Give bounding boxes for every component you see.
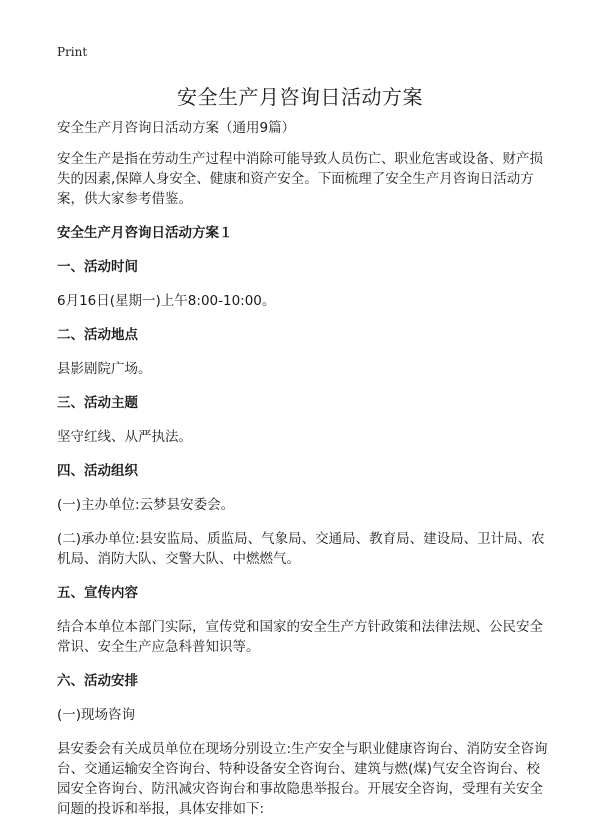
organizer-text: (一)主办单位:云梦县安委会。: [57, 497, 235, 513]
heading-activity-theme: 三、活动主题: [57, 395, 138, 411]
document-subtitle: 安全生产月咨询日活动方案（通用9篇）: [57, 120, 296, 136]
heading-publicity-content: 五、宣传内容: [57, 585, 138, 601]
heading-activity-time: 一、活动时间: [57, 259, 138, 275]
print-link[interactable]: Print: [57, 45, 88, 59]
activity-location-text: 县影剧院广场。: [57, 361, 152, 377]
page-title: 安全生产月咨询日活动方案: [177, 85, 423, 109]
heading-activity-arrangement: 六、活动安排: [57, 673, 138, 689]
document-body: [57, 118, 551, 819]
heading-activity-location: 二、活动地点: [57, 327, 138, 343]
publicity-content-text: 结合本单位本部门实际，宣传党和国家的安全生产方针政策和法律法规、公民安全常识、安全生产应急科普知识等。: [57, 619, 543, 655]
co-organizer-text: (二)承办单位:县安监局、质监局、气象局、交通局、教育局、建设局、卫计局、农机局、消防大队、交警大队、中燃燃气。: [57, 531, 545, 567]
activity-theme-text: 坚守红线、从严执法。: [57, 429, 192, 445]
onsite-consultation-label: (一)现场咨询: [57, 707, 136, 723]
onsite-consultation-text: 县安委会有关成员单位在现场分别设立:生产安全与职业健康咨询台、消防安全咨询台、交通运输安全咨询台、特种设备安全咨询台、建筑与燃(煤)气安全咨询台、校园安全咨询台、防汛减灾咨询台和事故隐患举报台。开展安全咨询，受理有关安全问题的投诉和举报，具体安排如下:: [57, 741, 548, 817]
activity-time-text: 6月16日(星期一)上午8:00-10:00。: [57, 293, 276, 309]
heading-activity-organization: 四、活动组织: [57, 463, 138, 479]
intro-paragraph: 安全生产是指在劳动生产过程中消除可能导致人员伤亡、职业危害或设备、财产损失的因素,保障人身安全、健康和资产安全。下面梳理了安全生产月咨询日活动方案，供大家参考借鉴。: [57, 151, 543, 207]
section-title: 安全生产月咨询日活动方案１: [57, 225, 233, 241]
